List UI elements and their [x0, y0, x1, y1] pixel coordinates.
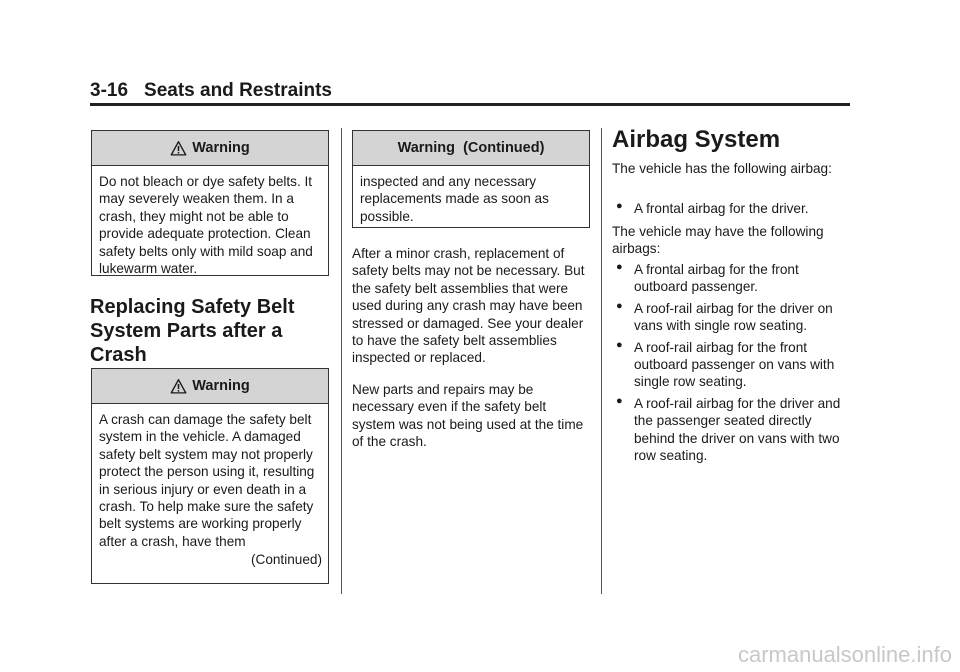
warning-title-bar [92, 131, 328, 166]
list-item [612, 339, 852, 391]
warning-text: A crash can damage the safety belt system in the vehicle. A damaged safety belt system may not properly protect the person using it, resulting in serious injury or even death in a crash. To help make sure the safety belt systems are working properly after a crash, have them [99, 412, 315, 549]
warning-body [92, 404, 328, 575]
continued-label: (Continued) [250, 552, 322, 568]
bullet-icon: ● [616, 261, 623, 273]
header-rule [90, 103, 850, 106]
page-number: 3-16 [90, 80, 129, 101]
bullet-list [612, 200, 852, 217]
list-item [612, 395, 852, 465]
list-item-text: A roof-rail airbag for the driver on vans with single row seating. [634, 300, 833, 334]
body-paragraph: New parts and repairs may be necessary even if the safety belt system was not being used at the time of the crash. [352, 382, 584, 450]
warning-box-continued [352, 130, 590, 228]
section-title: Seats and Restraints [144, 80, 332, 101]
page-header [90, 80, 332, 102]
warning-triangle-icon [170, 378, 187, 395]
warning-title: Warning [192, 378, 250, 394]
body-paragraph: The vehicle has the following airbag: [612, 161, 832, 176]
watermark-text: carmanualsonline.info [737, 642, 952, 667]
bullet-icon: ● [616, 394, 623, 407]
bullet-list [612, 261, 852, 464]
warning-box-bleach [91, 130, 329, 276]
warning-box-crash-damage [91, 368, 329, 584]
column-divider-2 [601, 128, 602, 594]
section-heading-airbag-system: Airbag System [612, 126, 781, 153]
bullet-icon: ● [616, 200, 623, 212]
warning-text: Do not bleach or dye safety belts. It may severely weaken them. In a crash, they might not be able to provide adequate protection. Clean safety belts only with mild soap and lukewarm water. [99, 174, 313, 277]
bullet-icon: ● [616, 338, 623, 351]
list-item-text: A roof-rail airbag for the front outboard passenger on vans with single row seating. [634, 339, 835, 390]
section-heading-replacing-parts: Replacing Safety Belt System Parts after a Crash [90, 296, 295, 366]
warning-triangle-icon [170, 140, 187, 157]
list-item [612, 200, 852, 217]
body-paragraph: After a minor crash, replacement of safety belts may not be necessary. But the safety belt assemblies that were used during any crash may have been stressed or damaged. See your dealer to have the safety belt assemblies inspected or replaced. [352, 246, 585, 366]
list-item-text: A frontal airbag for the driver. [634, 201, 809, 216]
list-item-text: A frontal airbag for the front outboard passenger. [634, 262, 799, 295]
warning-title-bar [92, 369, 328, 404]
list-item-text: A roof-rail airbag for the driver and the passenger seated directly behind the driver on vans with two row seating. [634, 395, 841, 464]
warning-title: Warning [192, 140, 250, 156]
body-paragraph: The vehicle may have the following airbags: [612, 224, 824, 257]
warning-text: inspected and any necessary replacements made as soon as possible. [360, 174, 549, 224]
warning-title: Warning (Continued) [397, 140, 545, 156]
list-item [612, 261, 852, 296]
warning-title-bar [353, 131, 589, 166]
list-item [612, 300, 852, 335]
bullet-icon: ● [616, 299, 623, 312]
column-divider-1 [341, 128, 342, 594]
